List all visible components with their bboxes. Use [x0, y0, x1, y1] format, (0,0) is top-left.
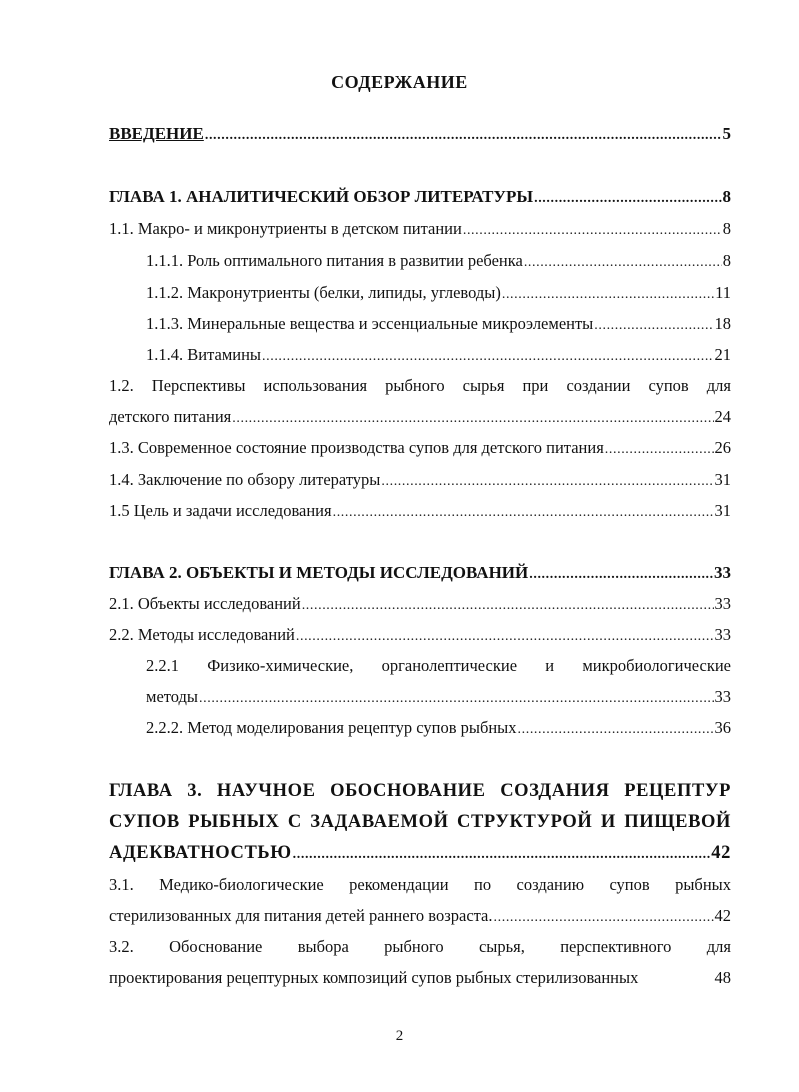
toc-entry-label: 1.1.3. Минеральные вещества и эссенциальные микроэлементы [146, 314, 594, 333]
toc-entry-page: 8 [722, 251, 731, 270]
leader-dots [534, 189, 721, 209]
toc-entry-page: 26 [714, 438, 731, 457]
toc-entry-page: 42 [711, 843, 731, 863]
toc-entry-page: 33 [714, 594, 731, 613]
toc-entry-label: 1.4. Заключение по обзору литературы [109, 470, 381, 489]
leader-dots [199, 689, 713, 709]
toc-entry-label: 1.1. Макро- и микронутриенты в детском питании [109, 219, 462, 238]
toc-entry-page: 18 [714, 314, 731, 333]
toc-entry-page: 11 [715, 283, 731, 302]
toc-entry-page: 5 [722, 124, 731, 143]
toc-entry-3-2-line-1[interactable]: 3.2. Обоснование выбора рыбного сырья, перспективного для [109, 937, 731, 956]
toc-entry-1-4[interactable] [109, 470, 731, 492]
toc-entry-label: 1.1.2. Макронутриенты (белки, липиды, углеводы) [146, 283, 501, 302]
table-of-contents [109, 0, 731, 1000]
leader-dots [381, 472, 713, 492]
toc-entry-page: 24 [714, 407, 731, 426]
toc-entry-1-1-3[interactable] [146, 314, 731, 336]
toc-entry-1-1-1[interactable] [146, 251, 731, 273]
toc-entry-label: 1.5 Цель и задачи исследования [109, 501, 332, 520]
toc-entry-2-2-2[interactable] [146, 718, 731, 740]
toc-entry-2-2-1-line-1[interactable]: 2.2.1 Физико-химические, органолептические и микробиологические [146, 656, 731, 675]
toc-entry-label: проектирования рецептурных композиций супов рыбных стерилизованных [109, 968, 639, 987]
toc-entry-1-1-2[interactable] [146, 283, 731, 305]
toc-entry-label: методы [146, 687, 199, 706]
toc-entry-3-1-line-1[interactable]: 3.1. Медико-биологические рекомендации по созданию супов рыбных [109, 875, 731, 894]
leader-dots [293, 845, 711, 865]
toc-entry-2-1[interactable] [109, 594, 731, 616]
toc-entry-label: стерилизованных для питания детей раннего возраста. [109, 906, 493, 925]
toc-entry-3-2[interactable] [109, 968, 731, 988]
toc-entry-chapter-3-line-1[interactable]: ГЛАВА 3. НАУЧНОЕ ОБОСНОВАНИЕ СОЗДАНИЯ РЕЦЕПТУР [109, 781, 731, 801]
toc-entry-page: 21 [714, 345, 731, 364]
toc-entry-label: 1.1.4. Витамины [146, 345, 262, 364]
leader-dots [518, 720, 714, 740]
toc-entry-2-2-1[interactable] [146, 687, 731, 709]
toc-entry-label: ГЛАВА 2. ОБЪЕКТЫ И МЕТОДЫ ИССЛЕДОВАНИЙ [109, 563, 529, 582]
toc-entry-label: 2.2. Методы исследований [109, 625, 295, 644]
toc-entry-page: 8 [722, 187, 731, 206]
leader-dots [524, 253, 722, 273]
leader-dots [502, 285, 714, 305]
toc-entry-1-5[interactable] [109, 501, 731, 523]
page-title: СОДЕРЖАНИЕ [331, 72, 468, 92]
leader-dots [262, 347, 713, 367]
toc-entry-label: ГЛАВА 1. АНАЛИТИЧЕСКИЙ ОБЗОР ЛИТЕРАТУРЫ [109, 187, 534, 206]
leader-dots [232, 409, 713, 429]
toc-entry-label: детского питания [109, 407, 232, 426]
toc-entry-2-2[interactable] [109, 625, 731, 647]
leader-dots [296, 627, 714, 647]
toc-entry-introduction[interactable] [109, 124, 731, 146]
leader-dots [463, 221, 722, 241]
leader-dots [302, 596, 714, 616]
toc-entry-page: 42 [714, 906, 731, 925]
toc-entry-label: ВВЕДЕНИЕ [109, 124, 204, 143]
toc-entry-page: 33 [714, 625, 731, 644]
toc-entry-1-2-line-1[interactable]: 1.2. Перспективы использования рыбного сырья при создании супов для [109, 376, 731, 395]
toc-entry-1-2[interactable] [109, 407, 731, 429]
toc-entry-page: 31 [714, 470, 731, 489]
leader-dots [205, 126, 722, 146]
toc-entry-chapter-1[interactable] [109, 187, 731, 209]
toc-entry-3-1[interactable] [109, 906, 731, 928]
toc-entry-page: 31 [714, 501, 731, 520]
toc-entry-1-1-4[interactable] [146, 345, 731, 367]
toc-entry-page: 48 [714, 968, 731, 987]
toc-entry-label: АДЕКВАТНОСТЬЮ [109, 843, 292, 863]
toc-entry-page: 8 [722, 219, 731, 238]
toc-entry-chapter-3[interactable] [109, 843, 731, 865]
toc-entry-1-3[interactable] [109, 438, 731, 460]
toc-entry-page: 33 [714, 563, 731, 582]
leader-dots [594, 316, 713, 336]
toc-entry-1-1[interactable] [109, 219, 731, 241]
toc-entry-page: 33 [714, 687, 731, 706]
leader-dots [494, 908, 714, 928]
toc-entry-label: 1.3. Современное состояние производства супов для детского питания [109, 438, 604, 457]
leader-dots [333, 503, 714, 523]
toc-entry-page: 36 [714, 718, 731, 737]
toc-entry-chapter-3-line-2[interactable]: СУПОВ РЫБНЫХ С ЗАДАВАЕМОЙ СТРУКТУРОЙ И ПИЩЕВОЙ [109, 812, 731, 832]
toc-entry-label: 2.2.2. Метод моделирования рецептур супов рыбных [146, 718, 517, 737]
toc-entry-label: 1.1.1. Роль оптимального питания в развитии ребенка [146, 251, 523, 270]
leader-dots [529, 565, 713, 585]
toc-entry-chapter-2[interactable] [109, 563, 731, 585]
leader-dots [605, 440, 714, 460]
toc-entry-label: 2.1. Объекты исследований [109, 594, 301, 613]
page-number: 2 [395, 1028, 404, 1044]
